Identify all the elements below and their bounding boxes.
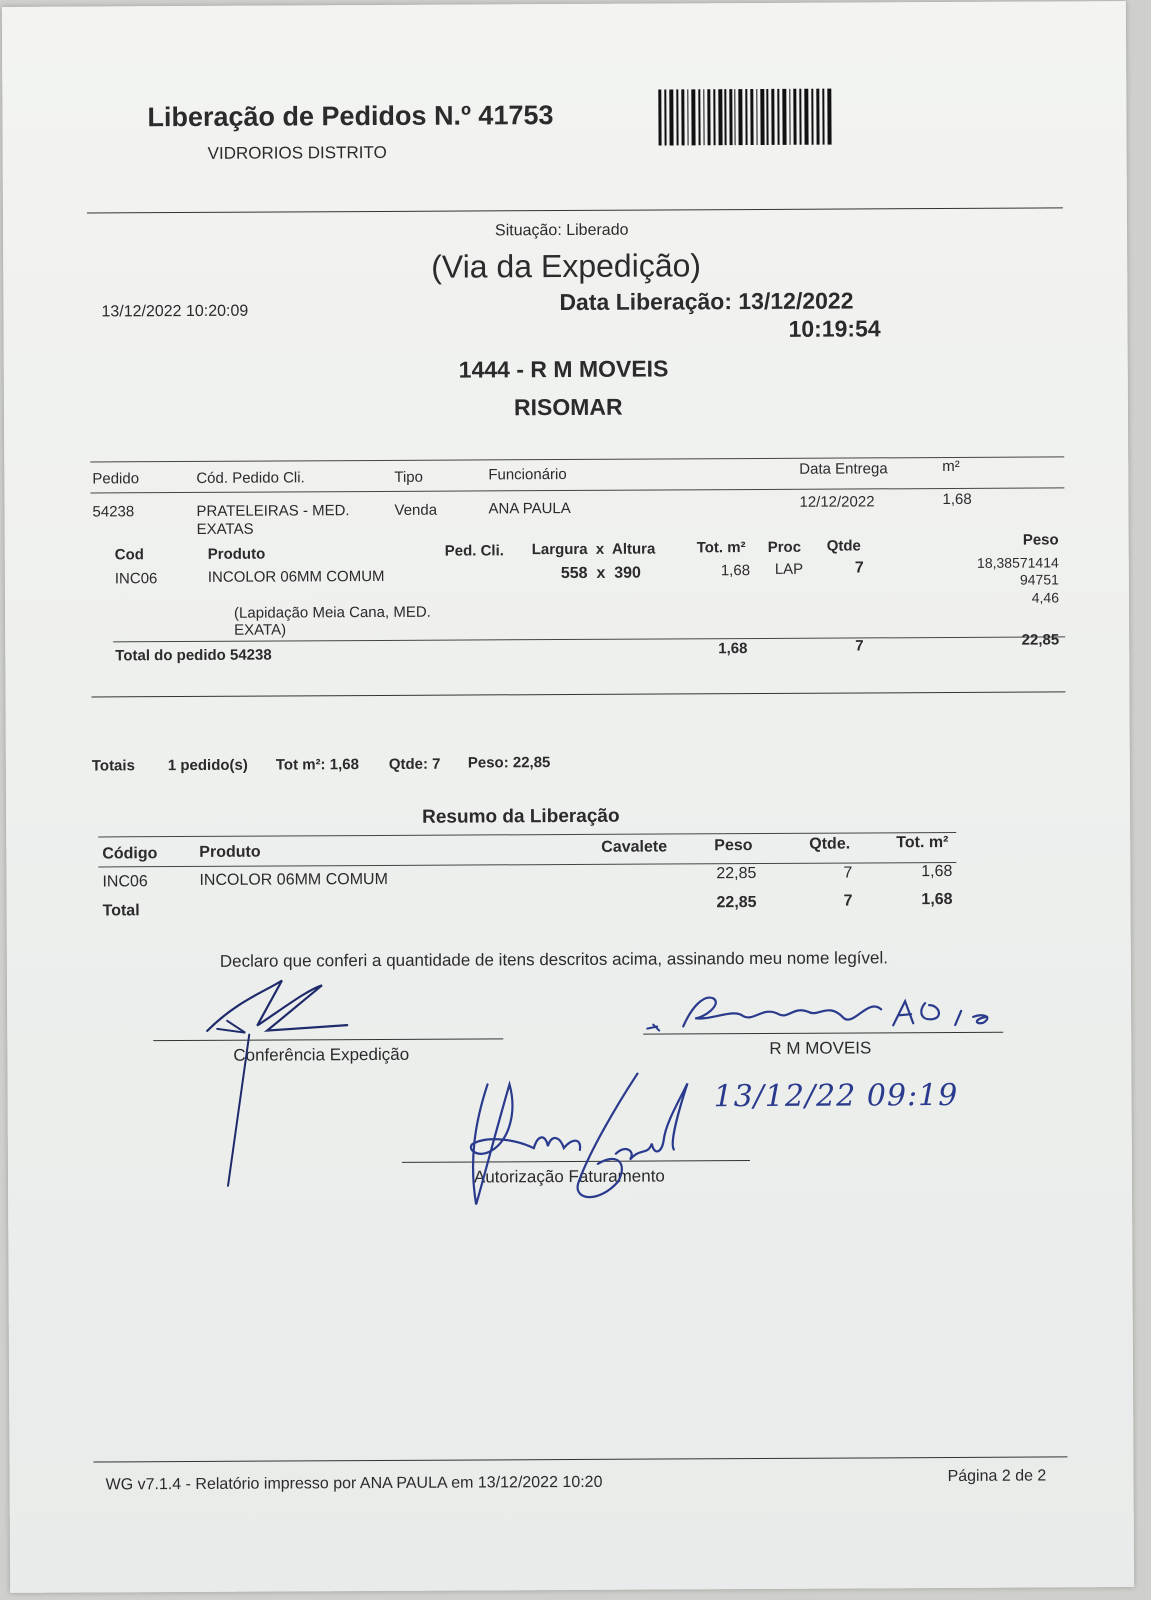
conferencia-label: Conferência Expedição [233, 1044, 410, 1065]
item-note-line2: EXATA) [234, 621, 287, 639]
summary-peso: 22,85 [716, 865, 757, 883]
order-total-label: Total do pedido 54238 [115, 646, 272, 665]
col-header-cod-cli: Cód. Pedido Cli. [196, 469, 305, 487]
autorizacao-signature-icon [447, 1063, 708, 1214]
order-total-qtde: 7 [855, 637, 864, 655]
company-name: VIDRORIOS DISTRITO [207, 142, 387, 163]
totals-tot-m2: Tot m²: 1,68 [275, 756, 359, 774]
summary-total-peso: 22,85 [716, 894, 757, 912]
item-header-produto: Produto [207, 545, 266, 563]
footer-divider [93, 1456, 1067, 1462]
summary-header-codigo: Código [102, 845, 158, 863]
item-peso-line1: 18,38571414 [976, 554, 1059, 571]
item-proc: LAP [774, 560, 804, 578]
item-cod: INC06 [114, 570, 158, 588]
document-title: Liberação de Pedidos N.º 41753 [147, 100, 554, 133]
item-peso-line3: 4,46 [1031, 589, 1060, 606]
footer-page-number: Página 2 de 2 [947, 1467, 1047, 1486]
item-header-peso: Peso [1022, 531, 1059, 549]
print-datetime: 13/12/2022 10:20:09 [101, 302, 249, 321]
item-header-proc: Proc [767, 538, 802, 556]
release-date: Data Liberação: 13/12/2022 [559, 287, 854, 316]
summary-header-qtde: Qtde. [809, 835, 851, 853]
document-page [2, 1, 1134, 1593]
col-header-m2: m² [942, 457, 960, 476]
client-alias: RISOMAR [513, 393, 623, 421]
col-header-tipo: Tipo [394, 468, 423, 486]
item-header-tot-m2: Tot. m² [696, 539, 746, 557]
item-peso-line2: 94751 [1019, 571, 1059, 588]
order-table-bottom-divider [91, 691, 1065, 697]
barcode-graphic [658, 89, 833, 146]
item-tot-m2: 1,68 [720, 562, 751, 580]
summary-title: Resumo da Liberação [422, 805, 620, 828]
handwritten-date: 13/12/22 09:19 [713, 1077, 959, 1115]
summary-produto: INCOLOR 06MM COMUM [199, 870, 388, 889]
item-header-largura-altura: Largura x Altura [531, 540, 656, 559]
order-data-entrega: 12/12/2022 [799, 493, 875, 511]
client-signature-icon [643, 987, 1003, 1039]
item-produto: INCOLOR 06MM COMUM [207, 567, 385, 586]
order-cod-cli-line1: PRATELEIRAS - MED. [196, 502, 350, 520]
item-qtde: 7 [854, 559, 864, 577]
col-header-funcionario: Funcionário [488, 466, 567, 484]
summary-codigo: INC06 [102, 873, 148, 891]
summary-tot-m2: 1,68 [921, 862, 953, 881]
copy-label: (Via da Expedição) [431, 247, 702, 285]
summary-total-tot-m2: 1,68 [921, 890, 953, 909]
footer-printed-by: WG v7.1.4 - Relatório impresso por ANA PAULA em 13/12/2022 10:20 [105, 1473, 603, 1494]
totals-label: Totais [91, 757, 135, 775]
order-funcionario: ANA PAULA [488, 499, 571, 518]
summary-qtde: 7 [843, 864, 853, 882]
col-header-data-entrega: Data Entrega [799, 460, 888, 478]
order-cod-cli-line2: EXATAS [196, 520, 254, 538]
conferencia-signature-icon [197, 970, 378, 1201]
order-m2: 1,68 [942, 490, 972, 509]
summary-header-peso: Peso [714, 837, 753, 855]
item-header-cod: Cod [114, 546, 144, 564]
item-dimensions: 558 x 390 [560, 564, 641, 583]
summary-header-produto: Produto [199, 843, 261, 861]
status-label: Situação: Liberado [494, 221, 629, 240]
order-total-m2: 1,68 [718, 640, 748, 658]
summary-header-cavalete: Cavalete [601, 838, 668, 856]
totals-pedidos: 1 pedido(s) [167, 756, 248, 775]
order-pedido: 54238 [92, 503, 135, 521]
table-header-divider [90, 487, 1064, 493]
header-divider [87, 207, 1063, 213]
summary-total-qtde: 7 [843, 892, 853, 910]
totals-peso: Peso: 22,85 [467, 754, 551, 772]
item-header-ped-cli: Ped. Cli. [444, 542, 504, 560]
table-top-divider [90, 456, 1064, 462]
item-note-line1: (Lapidação Meia Cana, MED. [233, 603, 431, 622]
col-header-pedido: Pedido [92, 470, 140, 488]
totals-qtde: Qtde: 7 [388, 755, 441, 773]
summary-header-tot-m2: Tot. m² [896, 834, 949, 852]
order-tipo: Venda [394, 501, 438, 519]
declaration-text: Declaro que conferi a quantidade de itens descritos acima, assinando meu nome legível. [219, 948, 889, 971]
client-signature-label: R M MOVEIS [769, 1038, 872, 1058]
order-total-peso: 22,85 [1021, 631, 1060, 649]
autorizacao-label: Autorização Faturamento [473, 1166, 665, 1187]
release-time: 10:19:54 [788, 315, 881, 342]
summary-total-label: Total [102, 902, 140, 920]
client-name: 1444 - R M MOVEIS [458, 355, 669, 383]
item-header-qtde: Qtde [826, 537, 861, 555]
